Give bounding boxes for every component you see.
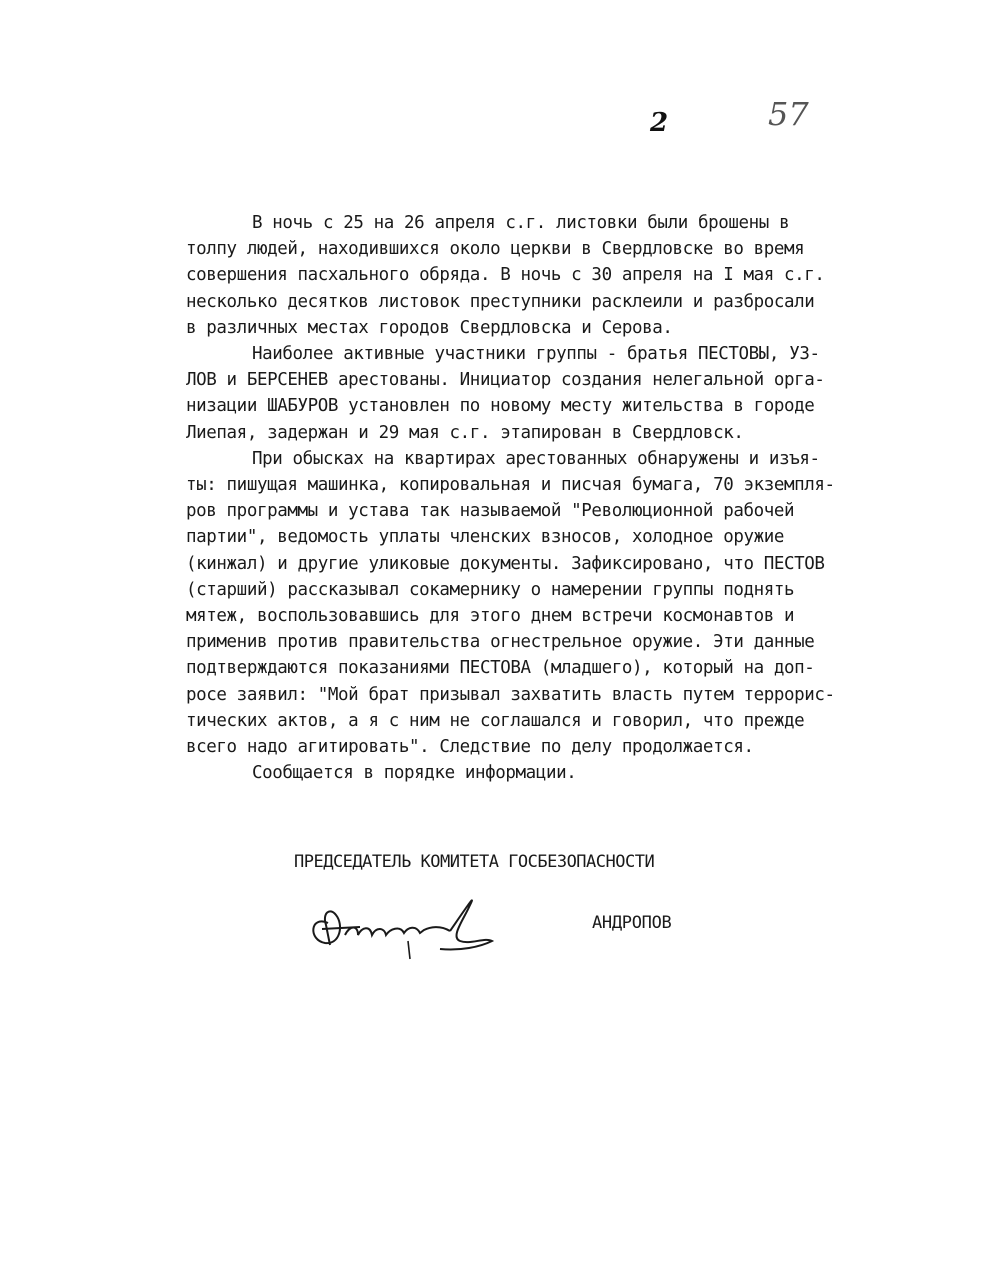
- paragraph-line: В ночь с 25 на 26 апреля с.г. листовки были брошены в: [252, 213, 790, 233]
- paragraph-line: тических актов, а я с ним не соглашался и говорил, что прежде: [186, 710, 805, 731]
- paragraph-line: несколько десятков листовок преступники расклеили и разбросали: [186, 291, 815, 312]
- paragraph-line: Лиепая, задержан и 29 мая с.г. этапирован в Свердловск.: [186, 422, 744, 443]
- paragraph-line: мятеж, воспользовавшись для этого днем встречи космонавтов и: [186, 606, 795, 627]
- paragraph-line: росе заявил: "Мой брат призывал захватить власть путем террорис-: [186, 684, 835, 705]
- paragraph-line: (кинжал) и другие уликовые документы. Зафиксировано, что ПЕСТОВ: [186, 553, 825, 574]
- paragraph-line: совершения пасхального обряда. В ночь с 30 апреля на I мая с.г.: [186, 265, 825, 286]
- paragraph-line: ЛОВ и БЕРСЕНЕВ арестованы. Инициатор создания нелегальной орга-: [186, 370, 825, 391]
- paragraph-line: толпу людей, находившихся около церкви в Свердловске во время: [186, 239, 805, 260]
- paragraph-line: низации ШАБУРОВ установлен по новому месту жительства в городе: [186, 396, 815, 417]
- paragraph-line: ты: пишущая машинка, копировальная и писчая бумага, 70 экземпля-: [186, 475, 835, 496]
- paragraph-line: подтверждаются показаниями ПЕСТОВА (младшего), который на доп-: [186, 658, 815, 679]
- document-body: [186, 210, 846, 786]
- paragraph-line: (старший) рассказывал сокамернику о намерении группы поднять: [186, 579, 795, 600]
- paragraph-line: партии", ведомость уплаты членских взносов, холодное оружие: [186, 527, 785, 548]
- paragraph-line: При обысках на квартирах арестованных обнаружены и изъя-: [252, 448, 820, 469]
- handwritten-signature: [300, 885, 500, 965]
- paragraph-line: в различных местах городов Свердловска и Серова.: [186, 317, 673, 338]
- paragraph-line: применив против правительства огнестрельное оружие. Эти данные: [186, 632, 815, 653]
- handwritten-folio-number: 57: [768, 95, 809, 133]
- paragraph-line: ров программы и устава так называемой "Революционной рабочей: [186, 501, 795, 522]
- handwritten-page-number: 2: [650, 108, 669, 138]
- paragraph-line: всего надо агитировать". Следствие по делу продолжается.: [186, 737, 754, 758]
- signatory-title: ПРЕДСЕДАТЕЛЬ КОМИТЕТА ГОСБЕЗОПАСНОСТИ: [294, 852, 655, 872]
- signatory-name: АНДРОПОВ: [592, 913, 672, 933]
- paragraph-line: Сообщается в порядке информации.: [252, 763, 577, 784]
- paragraph-line: Наиболее активные участники группы - братья ПЕСТОВЫ, УЗ-: [252, 344, 820, 365]
